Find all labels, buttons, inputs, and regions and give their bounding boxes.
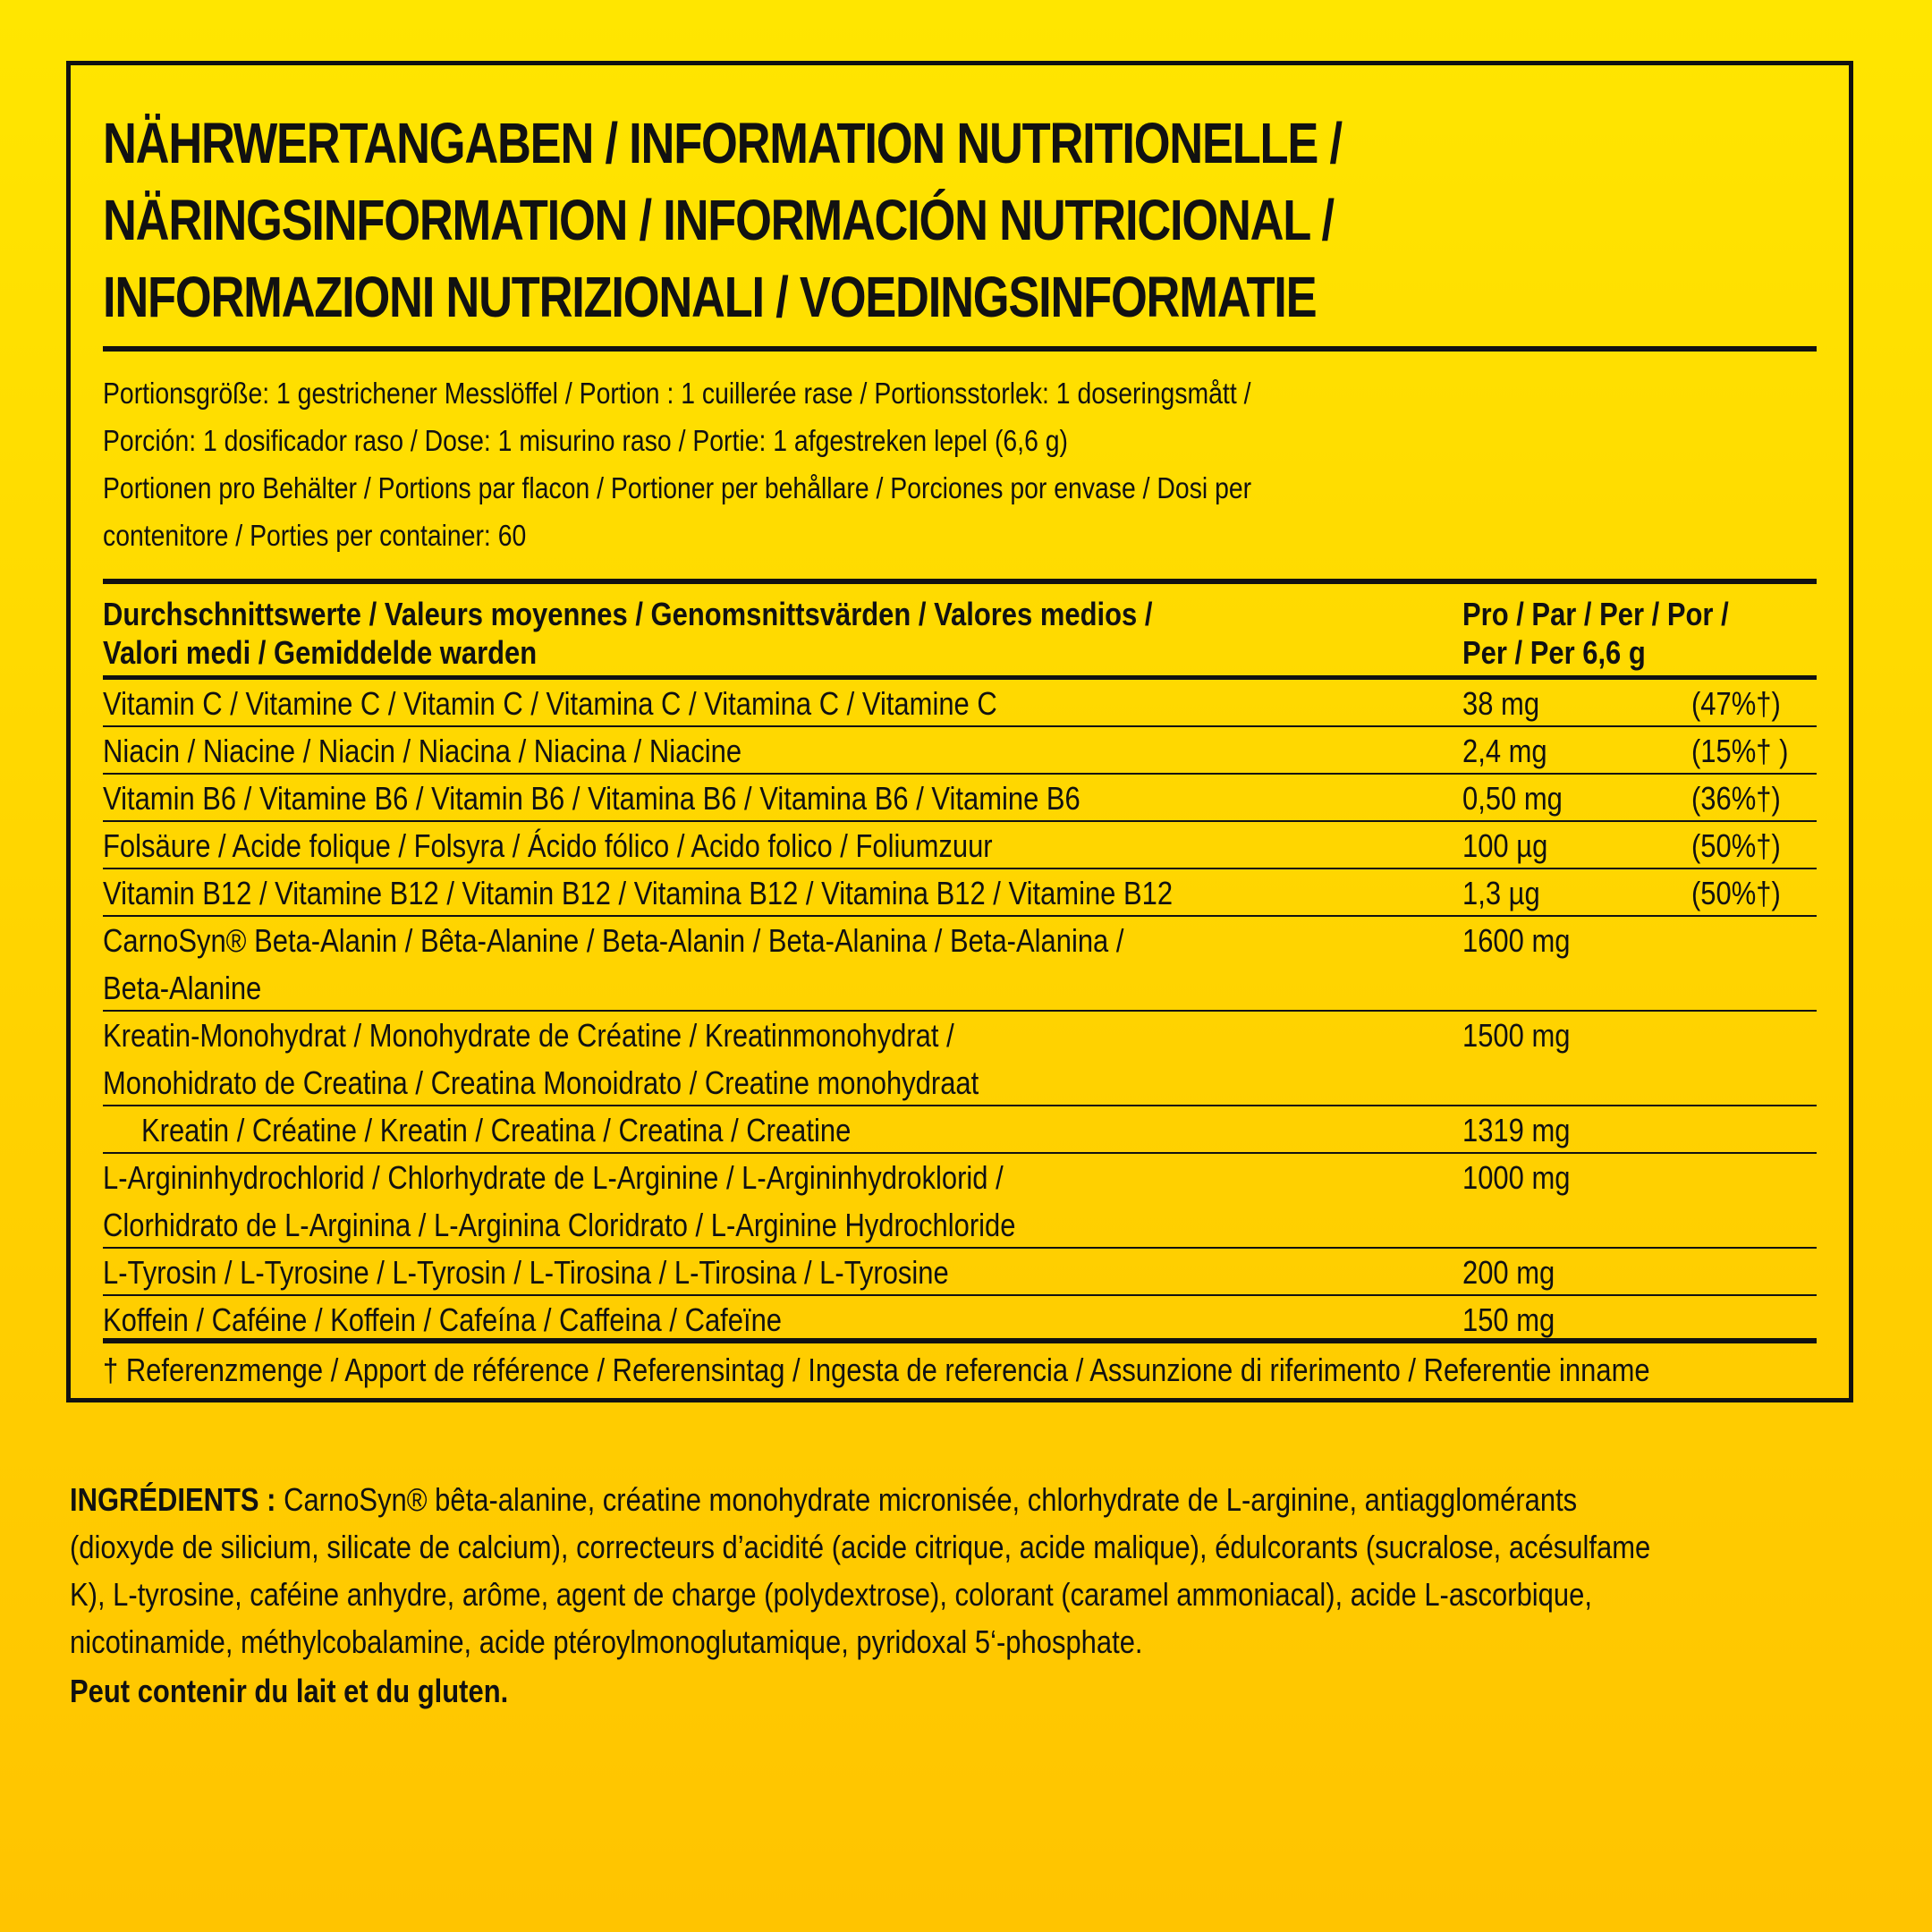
nutrient-name [103, 775, 1272, 820]
table-row [103, 1249, 1817, 1296]
nutrient-amount: 1000 mg [1462, 1159, 1571, 1196]
reference-intake: (36%†) [1691, 780, 1781, 817]
nutrient-name-line: Clorhidrato de L-Arginina / L-Arginina Cloridrato / L-Arginine Hydrochloride [103, 1207, 1016, 1243]
ingredients-line: nicotinamide, méthylcobalamine, acide ptéroylmonoglutamique, pyridoxal 5‘-phosphate. [70, 1623, 1143, 1660]
nutrient-name [103, 1249, 1272, 1294]
nutrient-name [103, 1154, 1272, 1247]
serving-line: Porción: 1 dosificador raso / Dose: 1 misurino raso / Portie: 1 afgestreken lepel (6,6 g) [103, 424, 1068, 457]
nutrient-name-line: Beta-Alanine [103, 970, 262, 1006]
reference-intake: (15%† ) [1691, 733, 1789, 769]
table-row [103, 869, 1817, 917]
ingredients-section [70, 1476, 1859, 1715]
nutrition-table [103, 579, 1817, 1397]
ingredients-label: INGRÉDIENTS : [70, 1481, 276, 1518]
table-row [103, 1106, 1817, 1154]
reference-intake: (50%†) [1691, 827, 1781, 864]
nutrient-name-line: CarnoSyn® Beta-Alanin / Bêta-Alanine / Beta-Alanin / Beta-Alanina / Beta-Alanina / [103, 922, 1124, 959]
allergen-notice: Peut contenir du lait et du gluten. [70, 1673, 509, 1709]
nutrient-amount: 38 mg [1462, 685, 1540, 722]
nutrient-name-line: Vitamin C / Vitamine C / Vitamin C / Vitamina C / Vitamina C / Vitamine C [103, 685, 997, 722]
nutrient-name-line: Vitamin B6 / Vitamine B6 / Vitamin B6 / Vitamina B6 / Vitamina B6 / Vitamine B6 [103, 780, 1080, 817]
reference-footnote: † Referenzmenge / Apport de référence / Referensintag / Ingesta de referencia / Assunzione di riferimento / Referentie inname [103, 1352, 1650, 1388]
nutrient-name [103, 822, 1272, 868]
serving-line: Portionen pro Behälter / Portions par flacon / Portioner per behållare / Porciones por envase / Dosi per [103, 471, 1252, 504]
nutrition-panel [66, 61, 1853, 1402]
nutrient-name-line: Koffein / Caféine / Koffein / Cafeína / Caffeina / Cafeïne [103, 1301, 783, 1338]
title-line: NÄHRWERTANGABEN / INFORMATION NUTRITIONELLE / [103, 111, 1342, 175]
header-per-serving [1462, 595, 1755, 675]
serving-info [103, 369, 1812, 559]
header-average-values [103, 595, 1272, 675]
ingredients-line: K), L-tyrosine, caféine anhydre, arôme, agent de charge (polydextrose), colorant (caramel ammoniacal), acide L-ascorbique, [70, 1576, 1592, 1613]
nutrient-name-line: Kreatin / Créatine / Kreatin / Creatina / Creatina / Creatine [141, 1112, 852, 1148]
table-row [103, 1296, 1817, 1343]
nutrient-amount: 2,4 mg [1462, 733, 1547, 769]
nutrient-amount: 200 mg [1462, 1254, 1555, 1291]
header-text: Per / Per 6,6 g [1462, 634, 1646, 671]
ingredients-text: CarnoSyn® bêta-alanine, créatine monohydrate micronisée, chlorhydrate de L-arginine, antiagglomérants [275, 1481, 1578, 1518]
table-header [103, 584, 1817, 680]
header-text: Valori medi / Gemiddelde warden [103, 634, 538, 671]
table-row [103, 822, 1817, 869]
nutrient-amount: 0,50 mg [1462, 780, 1563, 817]
nutrient-name-line: Monohidrato de Creatina / Creatina Monoidrato / Creatine monohydraat [103, 1064, 979, 1101]
serving-line: Portionsgröße: 1 gestrichener Messlöffel / Portion : 1 cuillerée rase / Portionsstorlek: 1 doseringsmått / [103, 377, 1251, 410]
table-row [103, 727, 1817, 775]
nutrient-name [103, 727, 1272, 773]
reference-intake: (50%†) [1691, 875, 1781, 911]
table-row [103, 775, 1817, 822]
nutrient-name [103, 1106, 1272, 1152]
reference-intake: (47%†) [1691, 685, 1781, 722]
table-row [103, 680, 1817, 727]
title-line: NÄRINGSINFORMATION / INFORMACIÓN NUTRICIONAL / [103, 188, 1334, 252]
table-row [103, 917, 1817, 1012]
nutrient-amount: 1600 mg [1462, 922, 1571, 959]
nutrient-name [103, 1296, 1272, 1338]
serving-line: contenitore / Porties per container: 60 [103, 519, 527, 552]
title-line: INFORMAZIONI NUTRIZIONALI / VOEDINGSINFORMATIE [103, 265, 1317, 329]
nutrient-name [103, 869, 1272, 915]
header-text: Durchschnittswerte / Valeurs moyennes / Genomsnittsvärden / Valores medios / [103, 596, 1153, 632]
nutrient-amount: 1319 mg [1462, 1112, 1571, 1148]
page-title [103, 105, 1817, 343]
nutrient-name-line: Vitamin B12 / Vitamine B12 / Vitamin B12 / Vitamina B12 / Vitamina B12 / Vitamine B12 [103, 875, 1174, 911]
nutrient-amount: 100 µg [1462, 827, 1548, 864]
header-text: Pro / Par / Per / Por / [1462, 596, 1729, 632]
table-row [103, 1154, 1817, 1249]
table-row [103, 1012, 1817, 1106]
ingredients-line [70, 1476, 1862, 1523]
nutrient-name-line: L-Tyrosin / L-Tyrosine / L-Tyrosin / L-Tirosina / L-Tirosina / L-Tyrosine [103, 1254, 949, 1291]
nutrient-name [103, 680, 1272, 725]
nutrient-amount: 150 mg [1462, 1301, 1555, 1338]
nutrient-name-line: Niacin / Niacine / Niacin / Niacina / Niacina / Niacine [103, 733, 742, 769]
title-block [103, 65, 1817, 352]
nutrient-name-line: Kreatin-Monohydrat / Monohydrate de Créatine / Kreatinmonohydrat / [103, 1017, 954, 1054]
ingredients-line: (dioxyde de silicium, silicate de calcium), correcteurs d’acidité (acide citrique, acide malique), édulcorants (sucralose, acésulfame [70, 1529, 1651, 1565]
nutrient-name [103, 1012, 1272, 1105]
nutrient-amount: 1500 mg [1462, 1017, 1571, 1054]
nutrient-name-line: L-Argininhydrochlorid / Chlorhydrate de L-Arginine / L-Argininhydroklorid / [103, 1159, 1004, 1196]
nutrient-name-line: Folsäure / Acide folique / Folsyra / Ácido fólico / Acido folico / Foliumzuur [103, 827, 993, 864]
nutrient-amount: 1,3 µg [1462, 875, 1540, 911]
nutrient-name [103, 917, 1272, 1010]
